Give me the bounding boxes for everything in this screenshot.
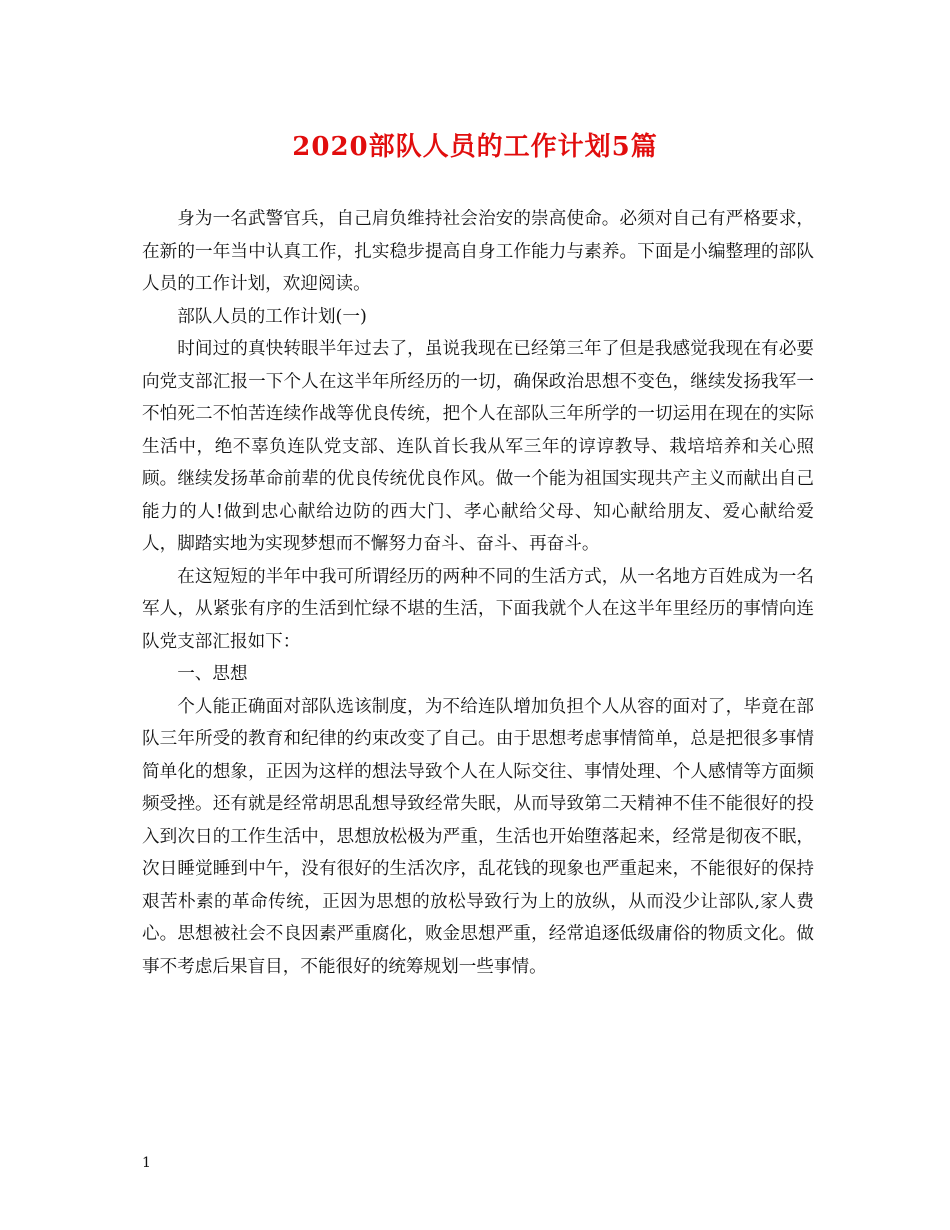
document-body [142,203,814,983]
body-paragraph: 时间过的真快转眼半年过去了，虽说我现在已经第三年了但是我感觉我现在有必要向党支部汇报一下个人在这半年所经历的一切，确保政治思想不变色，继续发扬我军一不怕死二不怕苦连续作战等优良传统，把个人在部队三年所学的一切运用在现在的实际生活中，绝不辜负连队党支部、连队首长我从军三年的谆谆教导、栽培培养和关心照顾。继续发扬革命前辈的优良传统优良作风。做一个能为祖国实现共产主义而献出自己能力的人!做到忠心献给边防的西大门、孝心献给父母、知心献给朋友、爱心献给爱人，脚踏实地为实现梦想而不懈努力奋斗、奋斗、再奋斗。 [142,339,814,554]
intro-paragraph: 身为一名武警官兵，自己肩负维持社会治安的崇高使命。必须对自己有严格要求，在新的一年当中认真工作，扎实稳步提高自身工作能力与素养。下面是小编整理的部队人员的工作计划，欢迎阅读。 [142,209,814,294]
section-heading-thought: 一、思想 [177,664,248,684]
document-title: 2020部队人员的工作计划5篇 [292,132,658,162]
body-paragraph: 在这短短的半年中我可所谓经历的两种不同的生活方式，从一名地方百姓成为一名军人，从紧张有序的生活到忙绿不堪的生活，下面我就个人在这半年里经历的事情向连队党支部汇报如下： [142,566,814,652]
section-heading-plan-one: 部队人员的工作计划(一) [177,306,367,327]
page-number: 1 [142,1155,151,1171]
body-paragraph: 个人能正确面对部队选该制度，为不给连队增加负担个人从容的面对了，毕竟在部队三年所受的教育和纪律的约束改变了自己。由于思想考虑事情简单，总是把很多事情简单化的想象，正因为这样的想法导致个人在人际交往、事情处理、个人感情等方面频频受挫。还有就是经常胡思乱想导致经常失眠，从而导致第二天精神不佳不能很好的投入到次日的工作生活中，思想放松极为严重，生活也开始堕落起来，经常是彻夜不眠，次日睡觉睡到中午，没有很好的生活次序，乱花钱的现象也严重起来，不能很好的保持艰苦朴素的革命传统，正因为思想的放松导致行为上的放纵，从而没少让部队,家人费心。思想被社会不良因素严重腐化，败金思想严重，经常追逐低级庸俗的物质文化。做事不考虑后果盲目，不能很好的统筹规划一些事情。 [142,696,814,977]
